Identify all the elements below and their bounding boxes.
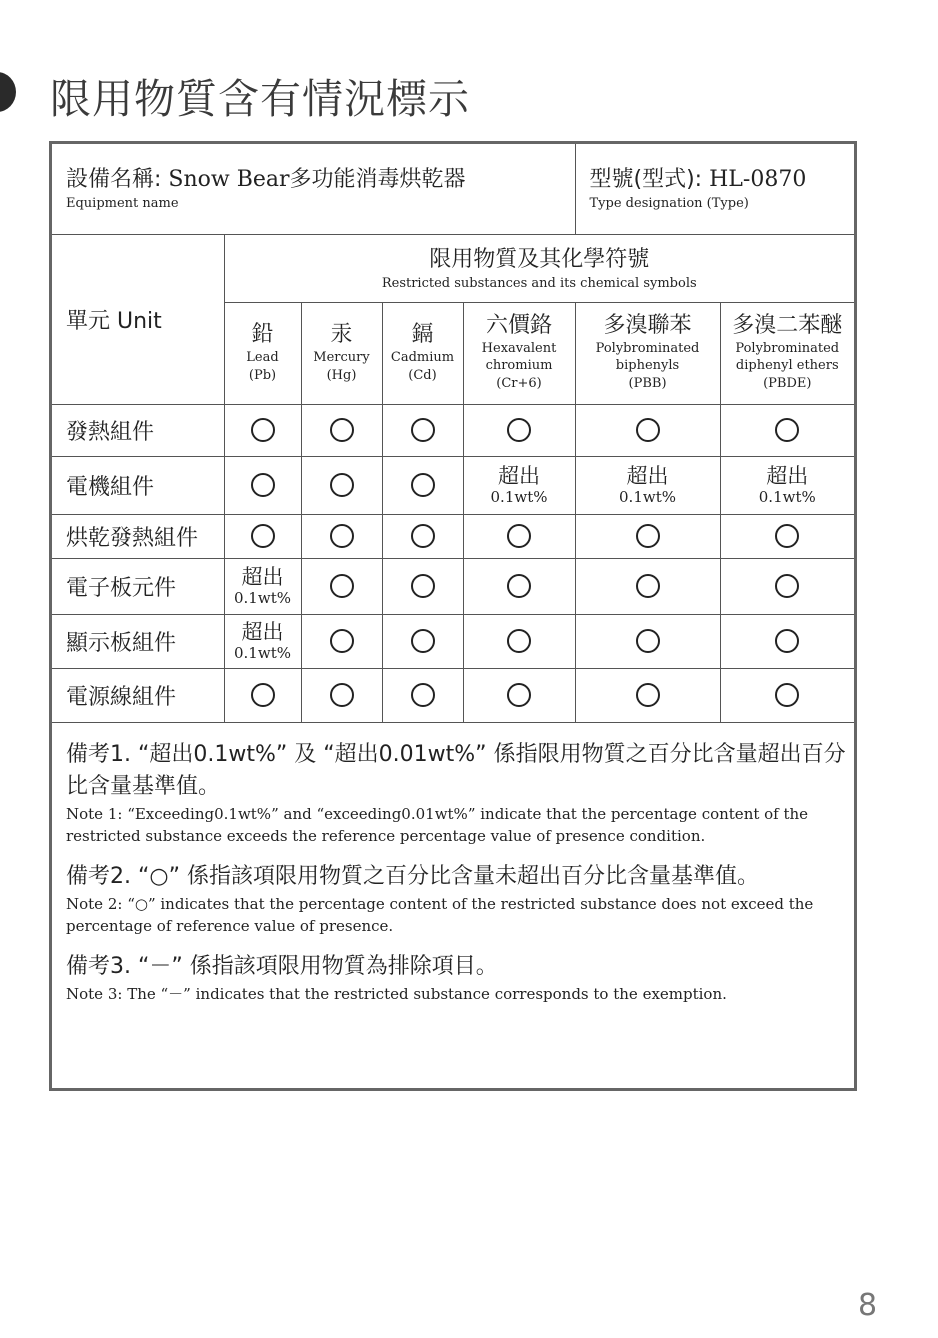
- substance-cadmium: 鎘 Cadmium (Cd): [382, 302, 463, 404]
- circle-icon: [330, 473, 354, 497]
- circle-icon: [411, 629, 435, 653]
- status-cell: [720, 404, 854, 456]
- circle-icon: [636, 629, 660, 653]
- circle-icon: [507, 683, 531, 707]
- status-cell: [463, 668, 575, 722]
- status-cell: [224, 558, 301, 614]
- status-cell: [224, 404, 301, 456]
- circle-icon: [251, 418, 275, 442]
- status-cell: [301, 558, 382, 614]
- component-name: 顯示板組件: [52, 614, 224, 668]
- exceed-value: 0.1wt%: [234, 644, 291, 662]
- component-name: 電機組件: [52, 456, 224, 514]
- unit-label: 單元 Unit: [52, 234, 224, 404]
- table-row: [52, 514, 854, 558]
- equipment-label: 設備名稱:: [66, 167, 162, 192]
- header-row: [52, 144, 854, 234]
- exceed-value: 0.1wt%: [619, 488, 676, 506]
- circle-icon: [411, 524, 435, 548]
- status-cell: [720, 614, 854, 668]
- status-cell: [575, 558, 720, 614]
- circle-icon: [636, 418, 660, 442]
- circle-icon: [411, 473, 435, 497]
- circle-icon: [507, 629, 531, 653]
- page-title: 限用物質含有情況標示: [50, 75, 470, 123]
- substance-mercury: 汞 Mercury (Hg): [301, 302, 382, 404]
- status-cell: [382, 456, 463, 514]
- status-cell: [720, 456, 854, 514]
- status-cell: [575, 514, 720, 558]
- restricted-title-en: Restricted substances and its chemical symbols: [381, 275, 697, 291]
- status-cell: [382, 668, 463, 722]
- table-row: [52, 558, 854, 614]
- status-cell: [224, 514, 301, 558]
- exceed-label: 超出: [241, 565, 284, 589]
- restricted-title-zh: 限用物質及其化學符號: [429, 246, 650, 272]
- circle-icon: [636, 524, 660, 548]
- table-row: [52, 456, 854, 514]
- status-cell: [382, 614, 463, 668]
- circle-icon: [330, 629, 354, 653]
- circle-icon: [636, 574, 660, 598]
- circle-icon: [507, 524, 531, 548]
- type-label: 型號(型式):: [589, 167, 703, 192]
- page-number: 8: [858, 1288, 878, 1323]
- status-cell: [575, 404, 720, 456]
- equipment-label-en: Equipment name: [66, 196, 179, 211]
- equipment-name: Snow Bear多功能消毒烘乾器: [168, 167, 466, 192]
- table-row: [52, 404, 854, 456]
- circle-icon: [330, 683, 354, 707]
- component-rows: [52, 404, 854, 722]
- table-row: [52, 614, 854, 668]
- status-cell: [301, 456, 382, 514]
- status-cell: [575, 614, 720, 668]
- status-cell: [575, 668, 720, 722]
- circle-icon: [775, 629, 799, 653]
- status-cell: [463, 456, 575, 514]
- status-cell: [720, 514, 854, 558]
- restricted-substances-header: [224, 234, 854, 302]
- rohs-table-frame: [49, 141, 857, 1091]
- status-cell: [301, 514, 382, 558]
- status-cell: [720, 668, 854, 722]
- status-cell: [720, 558, 854, 614]
- status-cell: [463, 514, 575, 558]
- circle-icon: [411, 683, 435, 707]
- status-cell: [224, 668, 301, 722]
- exceed-label: 超出: [766, 464, 809, 488]
- circle-icon: [251, 473, 275, 497]
- component-name: 電源線組件: [52, 668, 224, 722]
- table-row: [52, 668, 854, 722]
- note-2: 備考2. “○” 係指該項限用物質之百分比含量未超出百分比含量基準值。 Note 2: “○” indicates that the percentage content of the restricted substance does not exceed the percentage of reference value of presence.: [66, 864, 814, 935]
- component-name: 發熱組件: [52, 404, 224, 456]
- status-cell: [382, 558, 463, 614]
- type-label-en: Type designation (Type): [589, 196, 749, 211]
- circle-icon: [330, 524, 354, 548]
- exceed-label: 超出: [241, 620, 284, 644]
- type-value: HL-0870: [709, 167, 807, 192]
- circle-icon: [775, 574, 799, 598]
- circle-icon: [775, 683, 799, 707]
- circle-icon: [330, 418, 354, 442]
- rohs-table: [52, 144, 854, 723]
- equipment-cell: [52, 144, 575, 234]
- status-cell: [301, 404, 382, 456]
- substance-lead: 鉛 Lead (Pb): [224, 302, 301, 404]
- circle-icon: [411, 418, 435, 442]
- type-cell: [575, 144, 854, 234]
- status-cell: [301, 614, 382, 668]
- exceed-value: 0.1wt%: [234, 589, 291, 607]
- circle-icon: [636, 683, 660, 707]
- status-cell: [224, 614, 301, 668]
- substance-pbb: 多溴聯苯 Polybrominated biphenyls (PBB): [575, 302, 720, 404]
- substance-hexavalent-chromium: 六價鉻 Hexavalent chromium (Cr+6): [463, 302, 575, 404]
- component-name: 電子板元件: [52, 558, 224, 614]
- circle-icon: [330, 574, 354, 598]
- note-1: 備考1. “超出0.1wt%” 及 “超出0.01wt%” 係指限用物質之百分比含量超出百分比含量基準值。 Note 1: “Exceeding0.1wt%” and “exceeding0.01wt%” indicate that the percentage content of the restricted substance exceeds the reference percentage value of presence condition.: [66, 742, 846, 845]
- circle-icon: [251, 683, 275, 707]
- status-cell: [463, 404, 575, 456]
- exceed-label: 超出: [626, 464, 669, 488]
- circle-icon: [251, 524, 275, 548]
- status-cell: [301, 668, 382, 722]
- status-cell: [463, 558, 575, 614]
- circle-icon: [507, 418, 531, 442]
- notes: [66, 739, 856, 1019]
- status-cell: [575, 456, 720, 514]
- circle-icon: [775, 524, 799, 548]
- circle-icon: [411, 574, 435, 598]
- note-3: 備考3. “－” 係指該項限用物質為排除項目。 Note 3: The “－” indicates that the restricted substance corresponds to the exemption.: [66, 954, 727, 1003]
- component-name: 烘乾發熱組件: [52, 514, 224, 558]
- circle-icon: [775, 418, 799, 442]
- status-cell: [382, 514, 463, 558]
- status-cell: [224, 456, 301, 514]
- exceed-value: 0.1wt%: [490, 488, 548, 506]
- circle-icon: [507, 574, 531, 598]
- substance-pbde: 多溴二苯醚 Polybrominated diphenyl ethers (PBDE): [720, 302, 854, 404]
- section-marker-icon: [0, 72, 16, 112]
- exceed-label: 超出: [498, 464, 540, 488]
- status-cell: [463, 614, 575, 668]
- exceed-value: 0.1wt%: [758, 488, 816, 506]
- status-cell: [382, 404, 463, 456]
